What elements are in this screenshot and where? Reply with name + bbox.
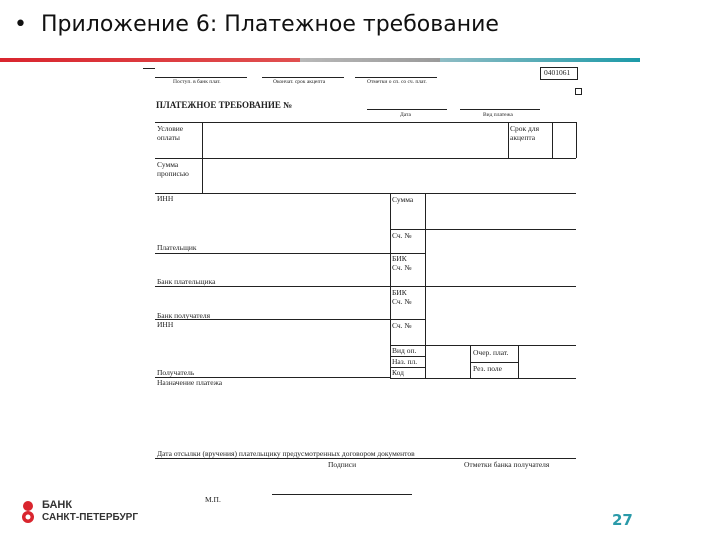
rule-terms-top bbox=[155, 122, 576, 123]
op-type-label: Вид оп. bbox=[392, 346, 417, 355]
rule-payer-bank-bottom bbox=[155, 286, 576, 287]
recipient-account-label: Сч. № bbox=[392, 321, 412, 330]
recipient-bank-account-label: Сч. № bbox=[392, 297, 412, 306]
signatures-label: Подписи bbox=[328, 460, 357, 469]
payer-bik-label: БИК bbox=[392, 254, 407, 263]
recipient-inn-label: ИНН bbox=[157, 320, 174, 329]
checkbox-icon bbox=[575, 88, 582, 95]
corner-mark bbox=[143, 68, 155, 69]
bank-logo-line1: БАНК bbox=[42, 499, 73, 511]
debit-marks-line bbox=[355, 77, 437, 78]
amount-words-label: Сумма прописью bbox=[157, 160, 189, 178]
priority-right-divider bbox=[518, 345, 519, 378]
payment-type-line bbox=[460, 109, 540, 110]
acceptance-divider bbox=[508, 122, 509, 158]
rule-payer-bottom bbox=[155, 253, 425, 254]
recipient-bank-label: Банк получателя bbox=[157, 311, 211, 320]
payer-bank-label: Банк плательщика bbox=[157, 277, 216, 286]
terms-divider bbox=[202, 122, 203, 158]
code-label: Код bbox=[392, 368, 404, 377]
received-bank-label: Поступ. в банк плат. bbox=[173, 79, 221, 85]
reserve-field-label: Рез. поле bbox=[473, 364, 502, 373]
rule-documents-bottom bbox=[155, 458, 576, 459]
rule-codes-top bbox=[390, 345, 576, 346]
rule-recipient-bank-bottom bbox=[155, 319, 425, 320]
amount-label: Сумма bbox=[392, 195, 414, 204]
page-number: 27 bbox=[612, 511, 633, 529]
payer-bank-account-label: Сч. № bbox=[392, 263, 412, 272]
rule-priority bbox=[470, 362, 518, 363]
date-line bbox=[367, 109, 447, 110]
documents-date-label: Дата отсылки (вручения) плательщику предусмотренных договором документов bbox=[157, 449, 415, 458]
form-title: ПЛАТЕЖНОЕ ТРЕБОВАНИЕ № bbox=[156, 100, 293, 110]
bank-logo-line2: САНКТ-ПЕТЕРБУРГ bbox=[42, 512, 139, 523]
recipient-bik-label: БИК bbox=[392, 288, 407, 297]
rule-words-top bbox=[155, 158, 576, 159]
purpose-code-label: Наз. пл. bbox=[392, 357, 418, 366]
signature-line bbox=[272, 494, 412, 495]
form-code: 0401061 bbox=[544, 68, 571, 77]
payment-terms-label: Условие оплаты bbox=[157, 124, 184, 142]
seal-label: М.П. bbox=[205, 495, 221, 504]
payer-account-label: Сч. № bbox=[392, 231, 412, 240]
debit-marks-label: Отметки о сп. со сч. плат. bbox=[367, 79, 427, 85]
received-bank-line bbox=[155, 77, 247, 78]
date-label: Дата bbox=[400, 112, 411, 118]
rule-codes-bottom bbox=[390, 378, 576, 379]
bullet-icon: • bbox=[14, 12, 27, 37]
acceptance-deadline-line bbox=[262, 77, 344, 78]
bank-marks-label: Отметки банка получателя bbox=[464, 460, 550, 469]
acceptance-term-label: Срок для акцепта bbox=[510, 124, 540, 142]
slide-title-text: Приложение 6: Платежное требование bbox=[40, 12, 499, 37]
payment-purpose-label: Назначение платежа bbox=[157, 378, 223, 387]
bank-logo-icon bbox=[18, 500, 38, 524]
recipient-label: Получатель bbox=[157, 368, 195, 377]
rule-amount-bottom bbox=[390, 229, 576, 230]
payer-label: Плательщик bbox=[157, 243, 197, 252]
inn-label: ИНН bbox=[157, 194, 174, 203]
terms-right-edge bbox=[576, 122, 577, 158]
priority-label: Очер. плат. bbox=[473, 348, 509, 357]
payment-type-label: Вид платежа bbox=[483, 112, 513, 118]
acceptance-value-divider bbox=[552, 122, 553, 158]
rule-words-bottom bbox=[155, 193, 576, 194]
acceptance-deadline-label: Окончат. срок акцепта bbox=[273, 79, 326, 85]
words-divider bbox=[202, 158, 203, 193]
